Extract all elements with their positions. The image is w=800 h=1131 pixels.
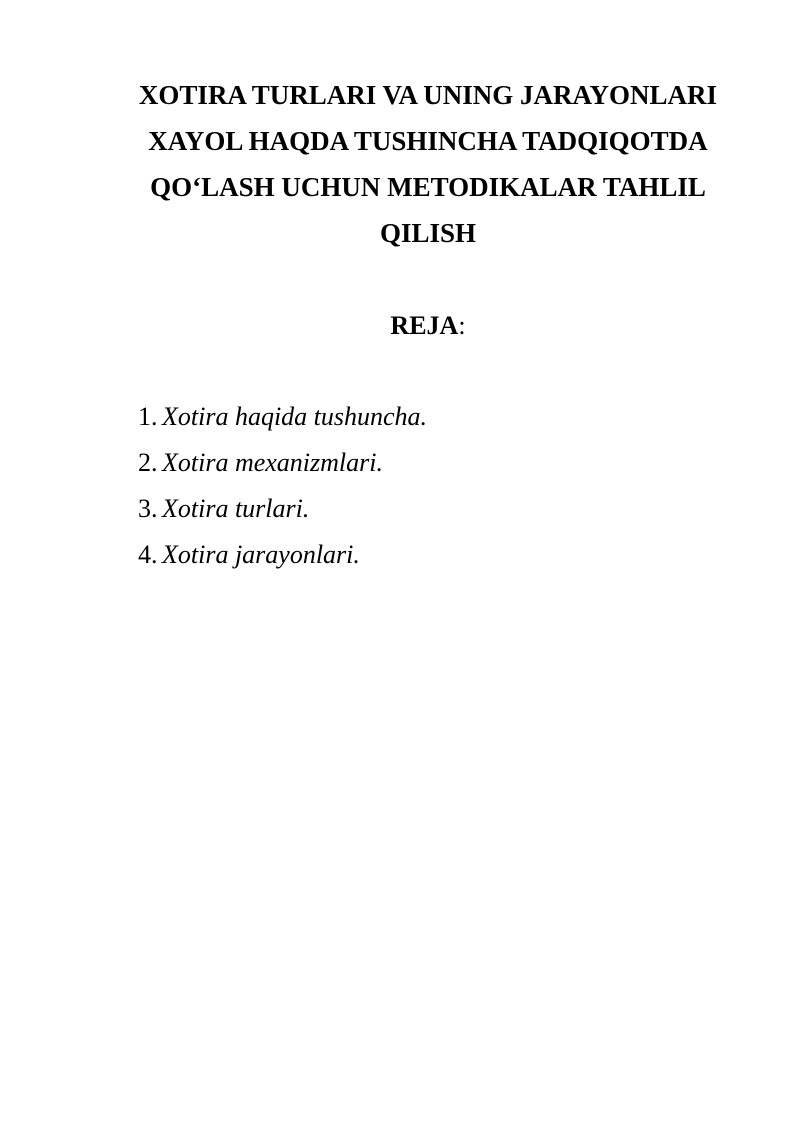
list-item-text: Xotira turlari. <box>162 494 310 523</box>
list-item-number: 1. <box>138 402 158 431</box>
list-item-number: 2. <box>138 448 158 477</box>
document-title <box>128 72 728 256</box>
list-item <box>138 486 427 532</box>
title-line: QILISH <box>379 218 477 248</box>
plan-list <box>138 394 427 578</box>
list-item-text: Xotira jarayonlari. <box>162 540 360 569</box>
plan-heading <box>128 303 728 349</box>
title-line: XAYOL HAQDA TUSHINCHA TADQIQOTDA <box>148 126 708 156</box>
list-item <box>138 532 427 578</box>
plan-heading-colon: : <box>458 311 466 340</box>
list-item <box>138 394 427 440</box>
list-item-text: Xotira mexanizmlari. <box>162 448 383 477</box>
list-item-number: 4. <box>138 540 158 569</box>
title-line: QO‘LASH UCHUN METODIKALAR TAHLIL <box>150 172 706 202</box>
list-item-number: 3. <box>138 494 158 523</box>
title-line: XOTIRA TURLARI VA UNING JARAYONLARI <box>138 80 718 110</box>
plan-heading-label: REJA <box>390 311 459 340</box>
list-item-text: Xotira haqida tushuncha. <box>162 402 428 431</box>
list-item <box>138 440 427 486</box>
